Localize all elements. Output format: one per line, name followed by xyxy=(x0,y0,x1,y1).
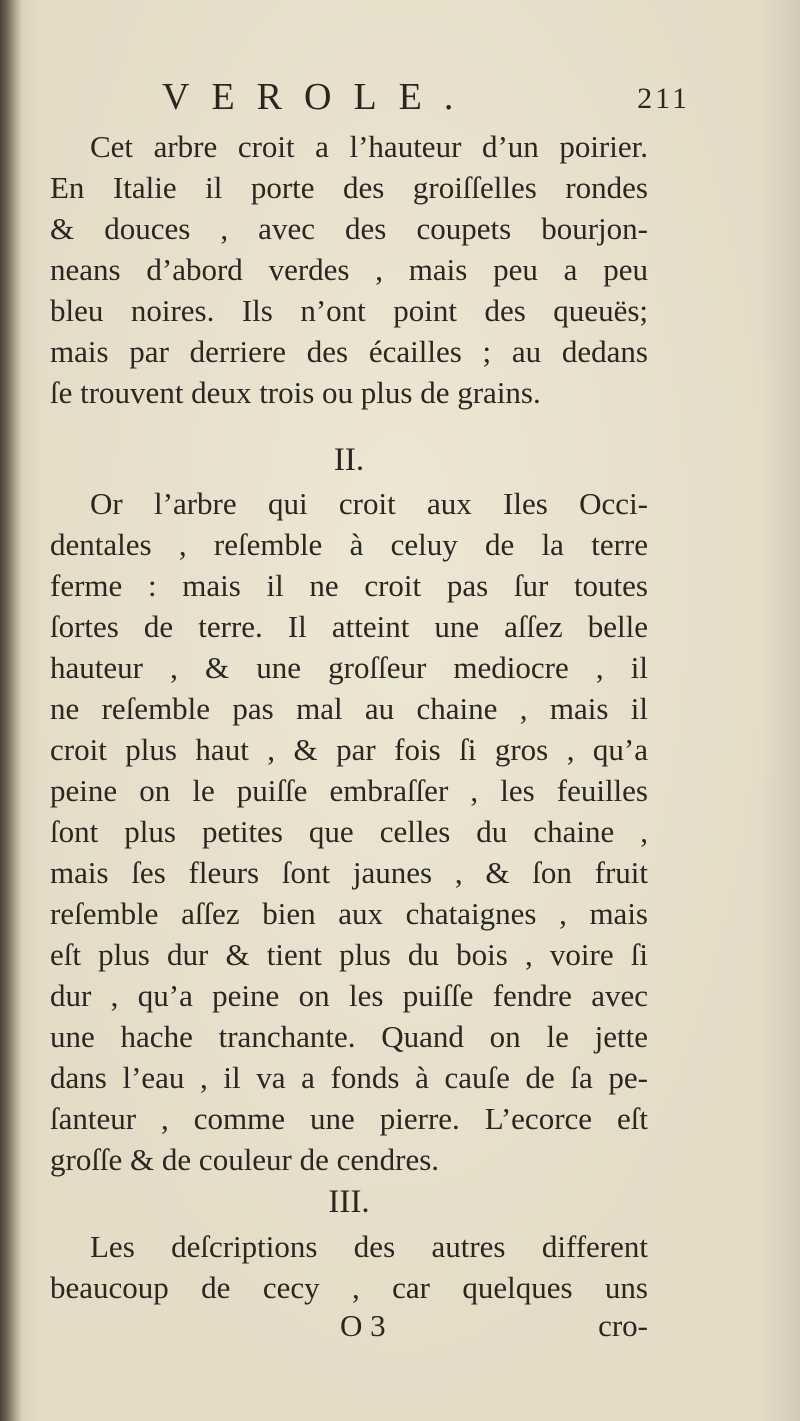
text-line: beaucoup de cecy , car quelques uns xyxy=(50,1270,648,1305)
text-line: Les deſcriptions des autres different xyxy=(90,1229,648,1264)
catchword: cro- xyxy=(598,1308,648,1343)
text-line: hauteur , & une groſſeur mediocre , il xyxy=(50,650,648,685)
signature-mark: O 3 xyxy=(340,1308,386,1343)
page-header xyxy=(90,72,690,122)
paragraph-3 xyxy=(50,1226,648,1308)
section-numeral-3: III. xyxy=(328,1184,370,1220)
running-title: VEROLE. xyxy=(162,76,476,118)
text-line: une hache tranchante. Quand on le jette xyxy=(50,1019,648,1054)
text-line: croit plus haut , & par fois ſi gros , qu’a xyxy=(50,732,648,767)
text-line: Or l’arbre qui croit aux Iles Occi- xyxy=(90,486,648,521)
paragraph-2 xyxy=(50,483,648,1180)
text-line: dur , qu’a peine on les puiſſe fendre avec xyxy=(50,978,648,1013)
text-line: mais par derriere des écailles ; au dedans xyxy=(50,334,648,369)
text-line: reſemble aſſez bien aux chataignes , mais xyxy=(50,896,648,931)
text-line: peine on le puiſſe embraſſer , les feuilles xyxy=(50,773,648,808)
text-line: ne reſemble pas mal au chaine , mais il xyxy=(50,691,648,726)
text-line: dentales , reſemble à celuy de la terre xyxy=(50,527,648,562)
text-line: ferme : mais il ne croit pas ſur toutes xyxy=(50,568,648,603)
text-line: ſanteur , comme une pierre. L’ecorce eſt xyxy=(50,1101,648,1136)
text-line: dans l’eau , il va a fonds à cauſe de ſa pe- xyxy=(50,1060,648,1095)
text-line: Cet arbre croit a l’hauteur d’un poirier. xyxy=(90,129,648,164)
text-line: En Italie il porte des groiſſelles rondes xyxy=(50,170,648,205)
text-line: ſe trouvent deux trois ou plus de grains. xyxy=(50,375,541,410)
page-number: 211 xyxy=(637,82,690,115)
text-line: ſont plus petites que celles du chaine , xyxy=(50,814,648,849)
text-line: ſortes de terre. Il atteint une aſſez belle xyxy=(50,609,648,644)
paragraph-1 xyxy=(50,126,648,413)
text-line: groſſe & de couleur de cendres. xyxy=(50,1142,440,1177)
section-numeral-2: II. xyxy=(333,442,365,478)
text-line: mais ſes fleurs ſont jaunes , & ſon fruit xyxy=(50,855,648,890)
text-line: bleu noires. Ils n’ont point des queuës; xyxy=(50,293,648,328)
text-line: eſt plus dur & tient plus du bois , voire ſi xyxy=(50,937,648,972)
text-line: & douces , avec des coupets bourjon- xyxy=(50,211,648,246)
text-line: neans d’abord verdes , mais peu a peu xyxy=(50,252,648,287)
page-footer xyxy=(50,1304,648,1348)
book-spine-shadow xyxy=(0,0,22,1421)
